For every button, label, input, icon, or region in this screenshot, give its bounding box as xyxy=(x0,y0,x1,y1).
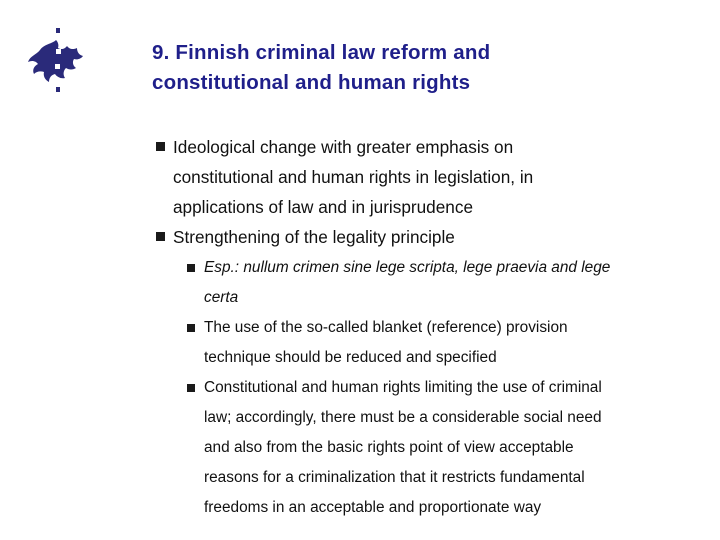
sub-bullet-marker xyxy=(187,324,195,332)
sub-bullet-3-line-2: law; accordingly, there must be a considerable social need xyxy=(204,409,602,426)
slide-title xyxy=(152,38,692,98)
sub-bullet-marker xyxy=(187,384,195,392)
bullet-2-line-1: Strengthening of the legality principle xyxy=(173,227,455,247)
bullet-1-line-1: Ideological change with greater emphasis on xyxy=(173,137,514,157)
sub-bullet-3-line-4: reasons for a criminalization that it restricts fundamental xyxy=(204,469,585,486)
title-line-1: 9. Finnish criminal law reform and xyxy=(152,41,491,64)
sub-bullet-1-line-1: Esp.: nullum crimen sine lege scripta, lege praevia and lege xyxy=(204,259,611,276)
bullet-marker xyxy=(156,142,165,151)
sub-bullet-marker xyxy=(187,264,195,272)
sub-bullet-2-line-1: The use of the so-called blanket (reference) provision xyxy=(204,319,568,336)
bullet-1-line-3: applications of law and in jurisprudence xyxy=(173,197,474,217)
bullet-1-line-2: constitutional and human rights in legislation, in xyxy=(173,167,534,187)
sub-bullet-3-line-3: and also from the basic rights point of view acceptable xyxy=(204,439,574,456)
sub-bullet-1-line-2: certa xyxy=(204,289,239,306)
title-line-2: constitutional and human rights xyxy=(152,71,471,94)
university-logo-icon xyxy=(22,22,92,98)
sub-bullet-3-line-5: freedoms in an acceptable and proportionate way xyxy=(204,499,542,516)
sub-bullet-3-line-1: Constitutional and human rights limiting the use of criminal xyxy=(204,379,602,396)
sub-bullet-2-line-2: technique should be reduced and specified xyxy=(204,349,497,366)
bullet-marker xyxy=(156,232,165,241)
